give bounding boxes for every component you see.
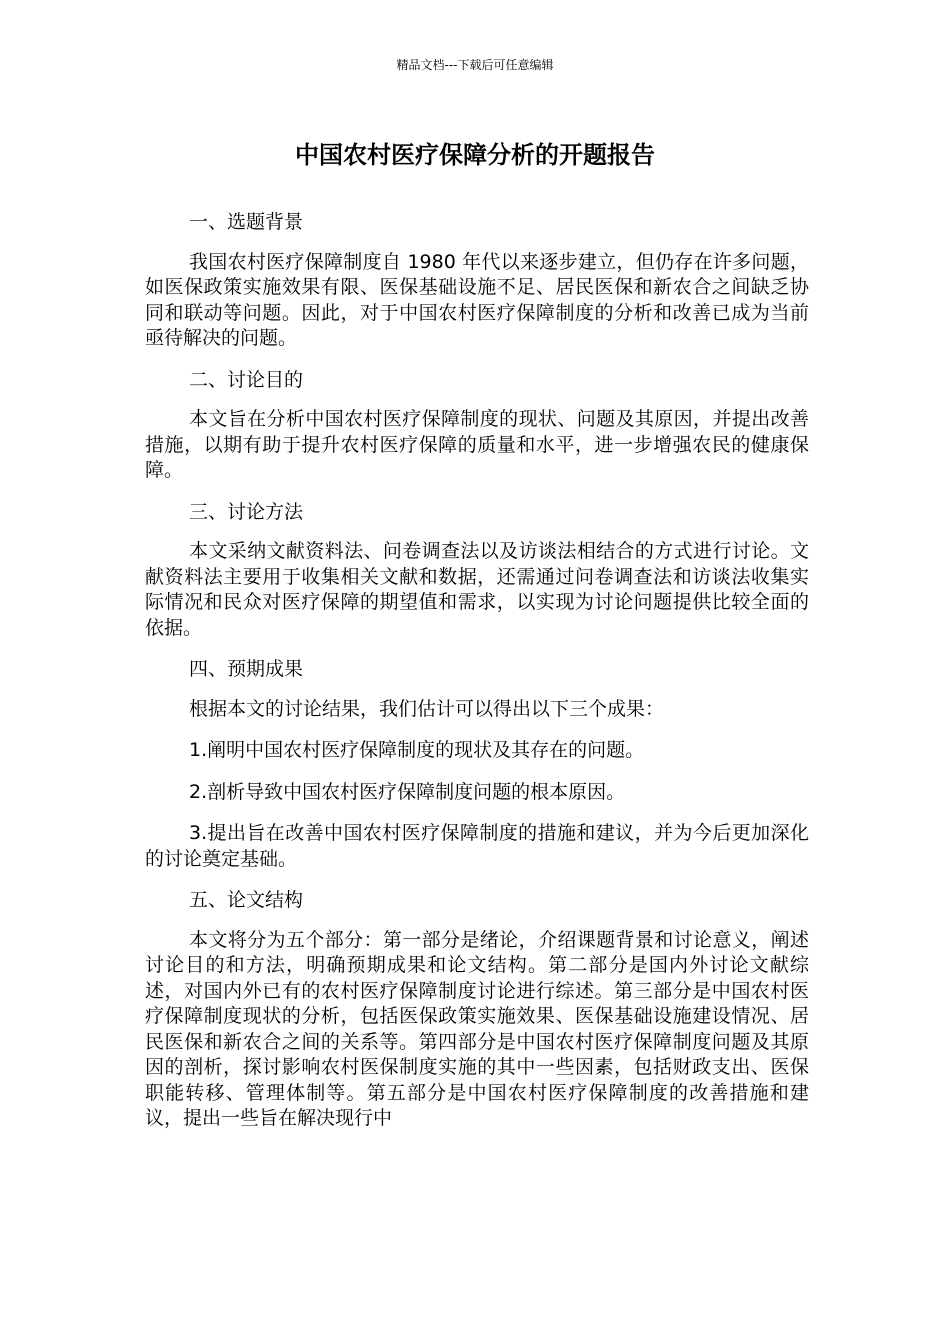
paragraph-background: 我国农村医疗保障制度自 1980 年代以来逐步建立，但仍存在许多问题，如医保政策实施效果有限、医保基础设施不足、居民医保和新农合之间缺乏协同和联动等问题。因此，对于中国农村医疗保障制度的分析和改善已成为当前亟待解决的问题。: [145, 250, 809, 349]
section-heading-background: 一、选题背景: [189, 211, 304, 233]
paragraph-method: 本文采纳文献资料法、问卷调查法以及访谈法相结合的方式进行讨论。文献资料法主要用于收集相关文献和数据，还需通过问卷调查法和访谈法收集实际情况和民众对医疗保障的期望值和需求，以实现为讨论问题提供比较全面的依据。: [145, 540, 809, 639]
list-item-result-2: 2.剖析导致中国农村医疗保障制度问题的根本原因。: [189, 780, 626, 803]
list-item-result-3: 3.提出旨在改善中国农村医疗保障制度的措施和建议，并为今后更加深化的讨论奠定基础。: [145, 822, 809, 870]
document-title: 中国农村医疗保障分析的开题报告: [295, 141, 655, 169]
list-item-result-1: 1.阐明中国农村医疗保障制度的现状及其存在的问题。: [189, 739, 645, 761]
document-body: [145, 210, 809, 1148]
section-heading-purpose: 二、讨论目的: [189, 368, 304, 391]
section-heading-method: 三、讨论方法: [189, 500, 304, 523]
paragraph-expected-intro: 根据本文的讨论结果，我们估计可以得出以下三个成果：: [189, 697, 665, 720]
paragraph-purpose: 本文旨在分析中国农村医疗保障制度的现状、问题及其原因，并提出改善措施，以期有助于提升农村医疗保障的质量和水平，进一步增强农民的健康保障。: [145, 408, 809, 481]
page-header: 精品文档---下载后可任意编辑: [396, 58, 554, 72]
section-heading-expected-results: 四、预期成果: [189, 658, 304, 680]
paragraph-structure: 本文将分为五个部分：第一部分是绪论，介绍课题背景和讨论意义，阐述讨论目的和方法，明确预期成果和论文结构。第二部分是国内外讨论文献综述，对国内外已有的农村医疗保障制度讨论进行综述。第三部分是中国农村医疗保障制度现状的分析，包括医保政策实施效果、医保基础设施建设情况、居民医保和新农合之间的关系等。第四部分是中国农村医疗保障制度问题及其原因的剖析，探讨影响农村医保制度实施的其中一些因素，包括财政支出、医保职能转移、管理体制等。第五部分是中国农村医疗保障制度的改善措施和建议，提出一些旨在解决现行中: [145, 928, 809, 1129]
section-heading-structure: 五、论文结构: [189, 889, 304, 911]
